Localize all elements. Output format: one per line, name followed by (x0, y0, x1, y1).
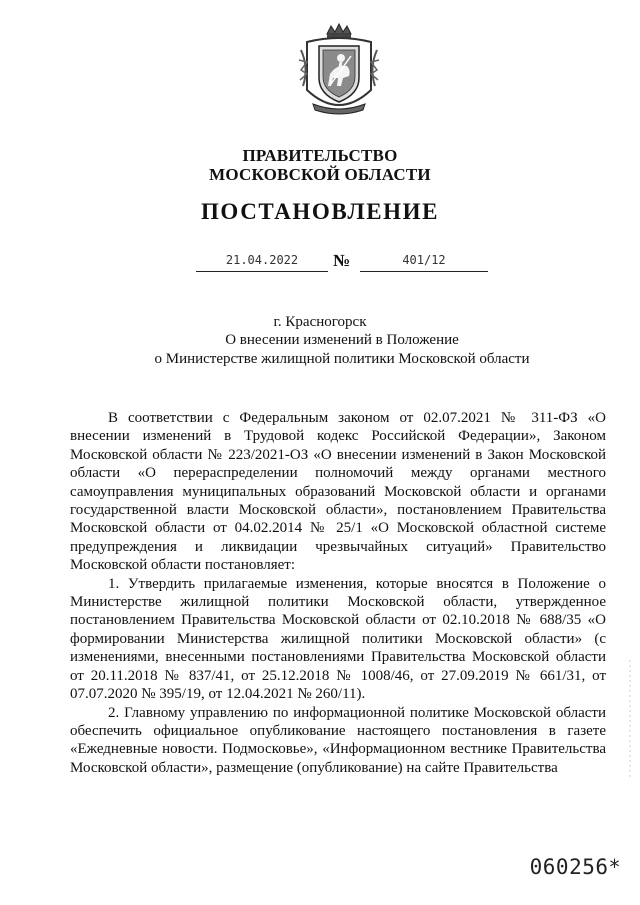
document-title-line1: О внесении изменений в Положение (225, 332, 459, 348)
number-sign: № (333, 251, 351, 270)
document-title (0, 331, 640, 368)
serial-number (530, 855, 620, 879)
government-name-line1: ПРАВИТЕЛЬСТВО (242, 146, 398, 165)
serial-mark: * (609, 855, 620, 879)
serial-digits: 060256 (529, 855, 609, 879)
body-paragraph: 1. Утвердить прилагаемые изменения, которые вносятся в Положение о Министерстве жилищной политики Московской области, утвержденное постановлением Правительства Московской области от 02.10.2018 № 688/35 «О формировании Министерства жилищной политики Московской области» (с изменениями, внесенными постановлениями Правительства Московской области от 20.11.2018 № 837/41, от 25.12.2018 № 1008/46, от 27.09.2019 № 661/31, от 07.07.2020 № 395/19, от 12.04.2021 № 260/11). (70, 575, 606, 703)
government-name-line2: МОСКОВСКОЙ ОБЛАСТИ (209, 165, 431, 184)
body-paragraph: 2. Главному управлению по информационной политике Московской области обеспечить официальное опубликование настоящего постановления в газете «Ежедневные новости. Подмосковье», «Информационном вестнике Правительства Московской области», размещение (опубликование) на сайте Правительства (70, 704, 606, 776)
coat-of-arms-icon (297, 20, 381, 120)
document-date: 21.04.2022 (196, 251, 328, 272)
date-number-line (0, 250, 640, 272)
scan-edge-mark (626, 660, 634, 780)
document-type-heading: ПОСТАНОВЛЕНИЕ (200, 199, 440, 224)
city-line: г. Красногорск (273, 314, 367, 330)
body-paragraph: В соответствии с Федеральным законом от 02.07.2021 № 311-ФЗ «О внесении изменений в Трудовой кодекс Российской Федерации», Законом Московской области № 223/2021-ОЗ «О внесении изменений в Закон Московской области «О перераспределении полномочий между органами местного самоуправления муниципальных образований Московской области и органами государственной власти Московской области», постановлением Правительства Московской области от 04.02.2014 № 25/1 «О Московской областной системе предупреждения и ликвидации чрезвычайных ситуаций» Правительство Московской области постановляет: (70, 410, 606, 574)
document-body (70, 409, 606, 777)
document-title-line2: о Министерстве жилищной политики Московской области (154, 350, 530, 367)
document-number: 401/12 (360, 251, 488, 272)
